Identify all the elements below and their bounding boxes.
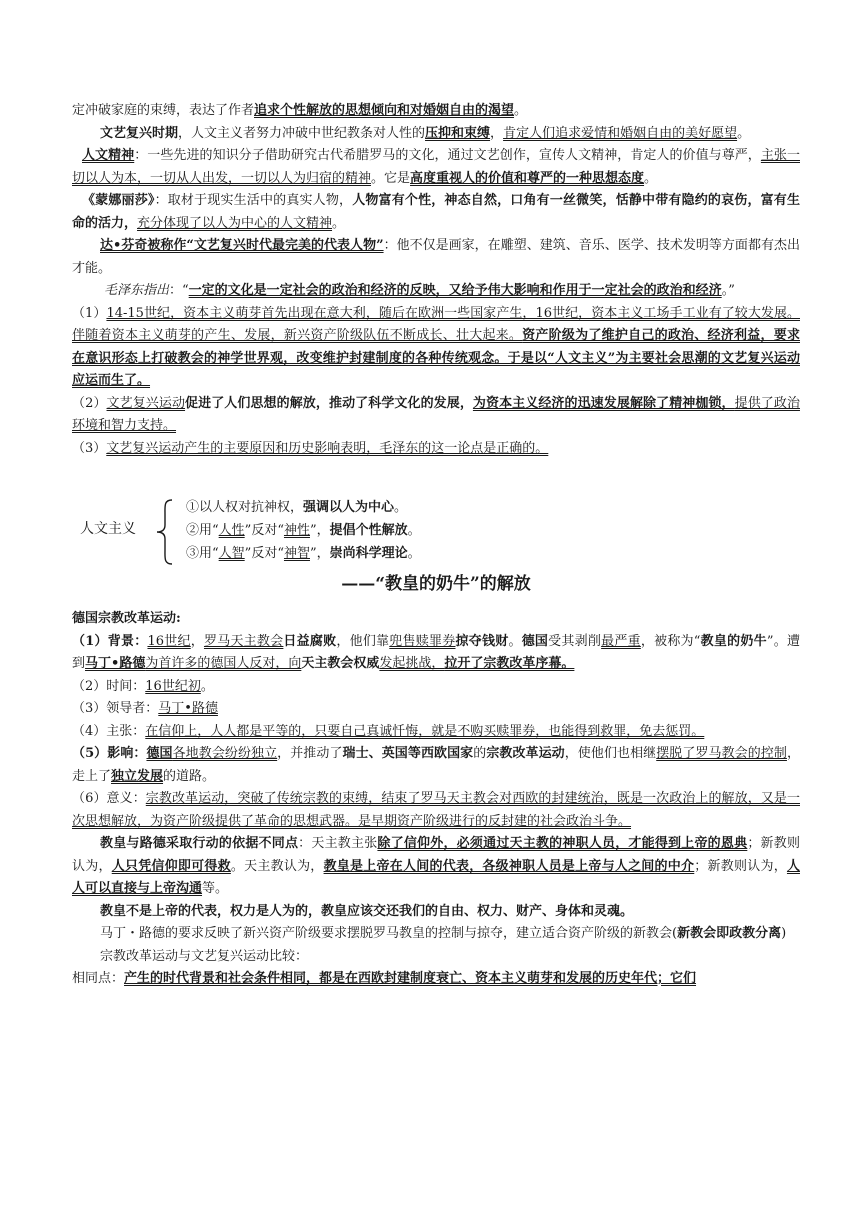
brace-label: 人文主义 bbox=[80, 521, 136, 537]
text: 14-15世纪，资本主义萌芽首先出现在意大利，随后在欧洲一些国家产生，16世纪，资本主义工场手工业有了较大发展。伴随着资本主义萌芽的产生、发展，新兴资产阶级队伍不断成长、壮大起来。 bbox=[72, 305, 800, 343]
paragraph-p4 bbox=[72, 190, 800, 235]
text: 。 bbox=[514, 103, 528, 118]
text: 神智 bbox=[283, 546, 310, 561]
text: 等。 bbox=[202, 881, 229, 896]
text: ”。遭到 bbox=[72, 633, 800, 671]
text: 拉开了宗教改革序幕。 bbox=[444, 656, 575, 671]
text: 。” bbox=[721, 283, 735, 298]
text: 宗教改革运动 bbox=[486, 746, 565, 761]
text: 马丁・路德的要求反映了新兴资产阶级要求摆脱罗马教皇的控制与掠夺，建立适合资产阶级的新教会( bbox=[100, 926, 678, 941]
text: ，人文主义者努力冲破中世纪教条对人性的 bbox=[178, 125, 426, 141]
text: ”， bbox=[309, 546, 330, 561]
text: 《蒙娜丽莎》 bbox=[82, 193, 155, 208]
text: （2） bbox=[72, 395, 107, 411]
text: 产生的时代背景和社会条件相同，都是在西欧封建制度衰亡、资本主义萌芽和发展的历史年代；它们 bbox=[124, 971, 697, 986]
text: 为资本主义经济的迅速发展解除了精神枷锁， bbox=[472, 395, 735, 411]
text: 马丁•路德 bbox=[85, 656, 146, 671]
text: 神性 bbox=[283, 523, 310, 538]
text: ：取材于现实生活中的真实人物， bbox=[154, 193, 353, 208]
text: （5）影响： bbox=[72, 746, 147, 761]
text: 人智 bbox=[218, 546, 245, 561]
text: ， bbox=[190, 633, 204, 649]
text: 一定的文化是一定社会的政治和经济的反映，又给予伟大影响和作用于一定社会的政治和经济 bbox=[188, 283, 722, 298]
text: 提倡个性解放 bbox=[329, 523, 408, 538]
text: ，他们靠 bbox=[336, 633, 390, 649]
text: ；新教则认为， bbox=[694, 858, 787, 874]
brace-item-3 bbox=[186, 542, 421, 565]
paragraph-p2 bbox=[72, 123, 800, 146]
section-title: ——“教皇的奶牛”的解放 bbox=[341, 574, 531, 594]
text: 的道路。 bbox=[163, 768, 216, 784]
text: 崇尚科学理论 bbox=[329, 546, 408, 561]
text: 毛泽东指出 bbox=[104, 283, 170, 298]
text: 强调以人为中心 bbox=[303, 500, 395, 515]
text: 。天主教认为， bbox=[230, 858, 324, 874]
text: 。 bbox=[394, 500, 408, 515]
text: 文艺复兴时期 bbox=[100, 125, 179, 141]
text: 文艺复兴运动产生的主要原因和历史影响表明，毛泽东的这一论点是正确的。 bbox=[106, 440, 549, 456]
paragraph-q10 bbox=[72, 946, 800, 969]
text: 人物富有个性，神态自然，口角有一丝微笑，恬静中带有隐约的哀伤，富有生命的活力， bbox=[72, 193, 800, 231]
text: 人性 bbox=[218, 523, 245, 538]
text: ，并推动了 bbox=[277, 746, 343, 761]
text: ，使他们也相继 bbox=[564, 746, 657, 761]
paragraph-q3 bbox=[72, 698, 800, 721]
text: 马丁•路德 bbox=[158, 701, 218, 716]
brace-item-1 bbox=[186, 496, 421, 519]
text: 新教会即政教分离 bbox=[677, 926, 782, 941]
paragraph-p3 bbox=[72, 145, 800, 190]
text: 宗教改革运动与文艺复兴运动比较： bbox=[100, 948, 309, 964]
text: 追求个性解放的思想倾向和对婚姻自由的渴望 bbox=[254, 103, 515, 118]
text: 。 bbox=[508, 633, 522, 649]
paragraph-p9 bbox=[72, 438, 800, 461]
text: ”反对“ bbox=[244, 523, 284, 538]
text: （1）背景： bbox=[72, 633, 148, 649]
text: ：天主教主张 bbox=[298, 836, 378, 851]
text: （6）意义： bbox=[72, 791, 146, 806]
paragraph-p8 bbox=[72, 393, 800, 438]
text: 德国 bbox=[146, 746, 173, 761]
text: 肯定人们追求爱情和婚姻自由的美好愿望 bbox=[503, 125, 738, 141]
text: 高度重视人的价值和尊严的一种思想态度 bbox=[410, 170, 645, 186]
text: 瑞士、英国等西欧国家 bbox=[342, 746, 474, 761]
text: ”， bbox=[309, 523, 330, 538]
text: ，走上了 bbox=[72, 746, 800, 784]
text: ①以人权对抗神权， bbox=[186, 500, 304, 515]
text: 充分体现了以人为中心的人文精神 bbox=[137, 215, 333, 231]
text: ：一些先进的知识分子借助研究古代希腊罗马的文化，通过文艺创作，宣传人文精神，肯定人的价值与尊严， bbox=[134, 148, 761, 163]
text: ：“ bbox=[169, 283, 189, 298]
text: （3） bbox=[72, 440, 107, 456]
text: 受其剥削 bbox=[548, 633, 602, 649]
text: （4）主张： bbox=[72, 723, 146, 739]
text: ：他不仅是画家，在雕塑、建筑、音乐、医学、技术发明等方面都有杰出才能。 bbox=[72, 238, 800, 276]
text: 定冲破家庭的束缚，表达了作者 bbox=[72, 103, 255, 118]
text: 宗教改革运动，突破了传统宗教的束缚，结束了罗马天主教会对西欧的封建统治，既是一次政治上的解放，又是一次思想解放，为资产阶级提供了革命的思想武器。是早期资产阶级进行的反封建的社会政治斗争。 bbox=[72, 791, 800, 829]
text: 教皇的奶牛 bbox=[700, 633, 767, 649]
text: ，被称为“ bbox=[640, 633, 701, 649]
text: 达•芬奇被称作“文艺复兴时代最完美的代表人物” bbox=[100, 238, 384, 253]
paragraph-q1 bbox=[72, 631, 800, 676]
text: 兜售赎罪券 bbox=[389, 633, 456, 649]
text: 教皇与路德采取行动的依据不同点 bbox=[100, 836, 299, 851]
paragraph-q8 bbox=[72, 901, 800, 924]
text: 。 bbox=[737, 125, 751, 141]
text: 人只凭信仰即可得救 bbox=[111, 858, 231, 874]
text: ；新教则认为， bbox=[72, 836, 800, 874]
text: ②用“ bbox=[186, 523, 219, 538]
text: 罗马天主教会 bbox=[203, 633, 284, 649]
text: 各地教会纷纷独立 bbox=[172, 746, 278, 761]
text: 德国 bbox=[521, 633, 549, 649]
text: 。 bbox=[407, 523, 421, 538]
text: 人人可以直接与上帝沟通 bbox=[72, 858, 800, 896]
text: 教皇不是上帝的代表，权力是人为的，教皇应该交还我们的自由、权力、财产、身体和灵魂。 bbox=[100, 903, 634, 919]
text: 德国宗教改革运动: bbox=[72, 611, 181, 626]
text: 天主教会权威 bbox=[301, 656, 380, 671]
text: 除了信仰外，必须通过天主教的神职人员，才能得到上帝的恩典 bbox=[377, 836, 748, 851]
curly-brace-icon bbox=[154, 498, 176, 566]
text: 文艺复兴运动 bbox=[106, 395, 186, 411]
text: 。 bbox=[332, 215, 346, 231]
text: 独立发展 bbox=[111, 768, 164, 784]
text: 发起挑战， bbox=[379, 656, 445, 671]
paragraph-q6 bbox=[72, 788, 800, 833]
text: 为首许多的德国人反对，向 bbox=[145, 656, 302, 671]
text: 。它是 bbox=[371, 170, 411, 186]
text: 16世纪初 bbox=[145, 678, 201, 694]
paragraph-q4 bbox=[72, 721, 800, 744]
text: ) bbox=[781, 926, 787, 941]
text: ， bbox=[490, 125, 504, 141]
text: （3）领导者： bbox=[72, 701, 159, 716]
text: 人文精神 bbox=[82, 148, 135, 163]
text: 在信仰上，人人都是平等的，只要自己真诚忏悔，就是不购买赎罪券，也能得到救罪，免去惩罚。 bbox=[145, 723, 705, 739]
text: 相同点： bbox=[72, 971, 125, 986]
text: ”反对“ bbox=[244, 546, 284, 561]
text: 。 bbox=[407, 546, 421, 561]
paragraph-p1 bbox=[72, 100, 800, 123]
text: 。 bbox=[644, 170, 658, 186]
brace-item-2 bbox=[186, 519, 421, 542]
text: 掠夺钱财 bbox=[455, 633, 509, 649]
text: 最严重 bbox=[601, 633, 641, 649]
text: 摆脱了罗马教会的控制 bbox=[656, 746, 787, 761]
paragraph-p5 bbox=[72, 235, 800, 280]
text: 主张一切以人为本，一切从人出发，一切以人为归宿的精神 bbox=[72, 148, 800, 186]
document-page bbox=[72, 100, 800, 991]
paragraph-p6 bbox=[72, 280, 800, 303]
text: 教皇是上帝在人间的代表，各级神职人员是上帝与人之间的中介 bbox=[323, 858, 695, 874]
text: 的 bbox=[473, 746, 487, 761]
text: 日益腐败 bbox=[283, 633, 337, 649]
paragraph-q2 bbox=[72, 676, 800, 699]
text: 16世纪 bbox=[147, 633, 191, 649]
paragraph-q7 bbox=[72, 833, 800, 901]
text: （2）时间： bbox=[72, 678, 146, 694]
text: 促进了人们思想的解放，推动了科学文化的发展， bbox=[185, 395, 473, 411]
paragraph-q11 bbox=[72, 968, 800, 991]
text: 提供了政治环境和智力支持。 bbox=[72, 395, 800, 433]
paragraph-q5 bbox=[72, 743, 800, 788]
paragraph-p7 bbox=[72, 303, 800, 393]
text: 资产阶级为了维护自己的政治、经济利益，要求在意识形态上打破教会的神学世界观，改变维护封建制度的各种传统观念。于是以“人文主义”为主要社会思潮的文艺复兴运动应运而生了。 bbox=[72, 328, 800, 388]
humanism-brace-block bbox=[72, 496, 800, 568]
text: 。 bbox=[200, 678, 214, 694]
text: （1） bbox=[72, 305, 107, 321]
text: ③用“ bbox=[186, 546, 219, 561]
text: 压抑和束缚 bbox=[425, 125, 491, 141]
paragraph-q9 bbox=[72, 923, 800, 946]
paragraph-q0 bbox=[72, 608, 800, 631]
